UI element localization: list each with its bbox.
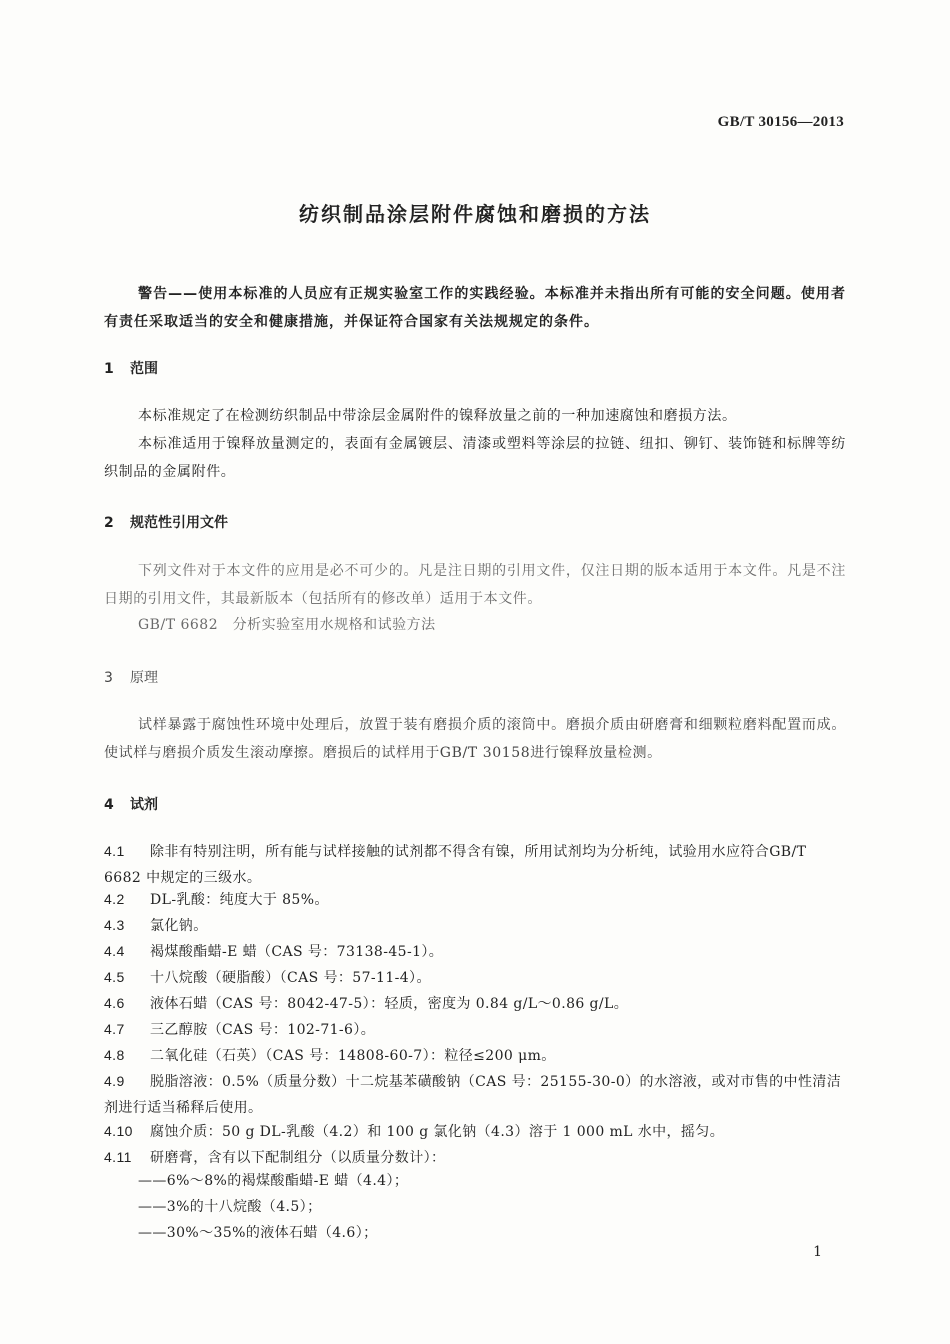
- paste-component: ——6%～8%的褐煤酸酯蜡-E 蜡（4.4）；: [138, 1173, 409, 1189]
- reagent-text: 氯化钠。: [150, 918, 208, 934]
- references-paragraph: 下列文件对于本文件的应用是必不可少的。凡是注日期的引用文件，仅注日期的版本适用于本文件。凡是不注日期的引用文件，其最新版本（包括所有的修改单）适用于本文件。: [104, 563, 846, 607]
- section-heading-references: [104, 512, 228, 532]
- reagent-number: 4.2: [104, 891, 125, 907]
- paste-component: ——30%～35%的液体石蜡（4.6）；: [138, 1225, 378, 1241]
- section-number: 3: [104, 670, 113, 686]
- reagent-item: [104, 886, 846, 913]
- section-number: 4: [104, 797, 114, 813]
- reagent-text: 研磨膏，含有以下配制组分（以质量分数计）：: [150, 1150, 446, 1166]
- reagent-number: 4.6: [104, 995, 125, 1011]
- reagent-text: 十八烷酸（硬脂酸）（CAS 号：57-11-4）。: [150, 970, 431, 986]
- section-heading-scope: [104, 358, 158, 378]
- section-number: 1: [104, 361, 114, 377]
- reference-gbt6682: GB/T 6682 分析实验室用水规格和试验方法: [138, 617, 436, 633]
- section-title: 规范性引用文件: [130, 515, 228, 531]
- section-heading-principle: [104, 667, 158, 687]
- standard-code: GB/T 30156—2013: [717, 114, 844, 130]
- scope-paragraph-2: 本标准适用于镍释放量测定的，表面有金属镀层、清漆或塑料等涂层的拉链、纽扣、铆钉、装饰链和标牌等纺织制品的金属附件。: [104, 436, 846, 480]
- reagent-item: [104, 838, 846, 891]
- reagent-number: 4.11: [104, 1149, 132, 1165]
- reagent-text: 二氧化硅（石英）（CAS 号：14808-60-7）：粒径≤200 μm。: [150, 1048, 556, 1064]
- reagent-text: 褐煤酸酯蜡-E 蜡（CAS 号：73138-45-1）。: [150, 944, 444, 960]
- reagent-text: 三乙醇胺（CAS 号：102-71-6）。: [150, 1022, 376, 1038]
- reagent-number: 4.8: [104, 1047, 125, 1063]
- paste-component: ——3%的十八烷酸（4.5）；: [138, 1199, 322, 1215]
- reagent-item: [104, 1144, 846, 1171]
- reagent-text: 液体石蜡（CAS 号：8042-47-5）：轻质，密度为 0.84 g/L～0.86 g/L。: [150, 996, 629, 1012]
- reagent-number: 4.10: [104, 1123, 133, 1139]
- section-title: 原理: [130, 670, 158, 686]
- reagent-item: [104, 1042, 846, 1069]
- reagent-number: 4.3: [104, 917, 125, 933]
- section-heading-reagents: [104, 794, 158, 814]
- reagent-number: 4.9: [104, 1073, 125, 1089]
- reagent-item: [104, 964, 846, 991]
- reagent-text: 除非有特别注明，所有能与试样接触的试剂都不得含有镍，所用试剂均为分析纯，试验用水应符合GB/T 6682 中规定的三级水。: [104, 844, 807, 886]
- document-title: 纺织制品涂层附件腐蚀和磨损的方法: [299, 202, 651, 226]
- page-number: 1: [813, 1244, 822, 1260]
- warning-paragraph: 警告——使用本标准的人员应有正规实验室工作的实践经验。本标准并未指出所有可能的安全问题。使用者有责任采取适当的安全和健康措施，并保证符合国家有关法规规定的条件。: [104, 286, 846, 330]
- reagent-number: 4.1: [104, 843, 125, 859]
- section-title: 范围: [130, 361, 158, 377]
- reagent-item: [104, 1068, 846, 1121]
- reagent-text: 腐蚀介质：50 g DL-乳酸（4.2）和 100 g 氯化钠（4.3）溶于 1 000 mL 水中，摇匀。: [150, 1124, 725, 1140]
- reagent-number: 4.5: [104, 969, 125, 985]
- reagent-item: [104, 1016, 846, 1043]
- reagent-text: DL-乳酸：纯度大于 85%。: [150, 892, 329, 908]
- section-title: 试剂: [130, 797, 158, 813]
- reagent-item: [104, 1118, 846, 1145]
- reagent-number: 4.4: [104, 943, 125, 959]
- reagent-item: [104, 990, 846, 1017]
- reagent-item: [104, 912, 846, 939]
- principle-paragraph: 试样暴露于腐蚀性环境中处理后，放置于装有磨损介质的滚筒中。磨损介质由研磨膏和细颗粒磨料配置而成。使试样与磨损介质发生滚动摩擦。磨损后的试样用于GB/T 30158进行镍释放量检测。: [104, 717, 846, 761]
- reagent-text: 脱脂溶液：0.5%（质量分数）十二烷基苯磺酸钠（CAS 号：25155-30-0）的水溶液，或对市售的中性清洁剂进行适当稀释后使用。: [104, 1074, 842, 1116]
- scope-paragraph-1: 本标准规定了在检测纺织制品中带涂层金属附件的镍释放量之前的一种加速腐蚀和磨损方法。: [138, 408, 737, 424]
- reagent-number: 4.7: [104, 1021, 125, 1037]
- reagent-item: [104, 938, 846, 965]
- section-number: 2: [104, 515, 114, 531]
